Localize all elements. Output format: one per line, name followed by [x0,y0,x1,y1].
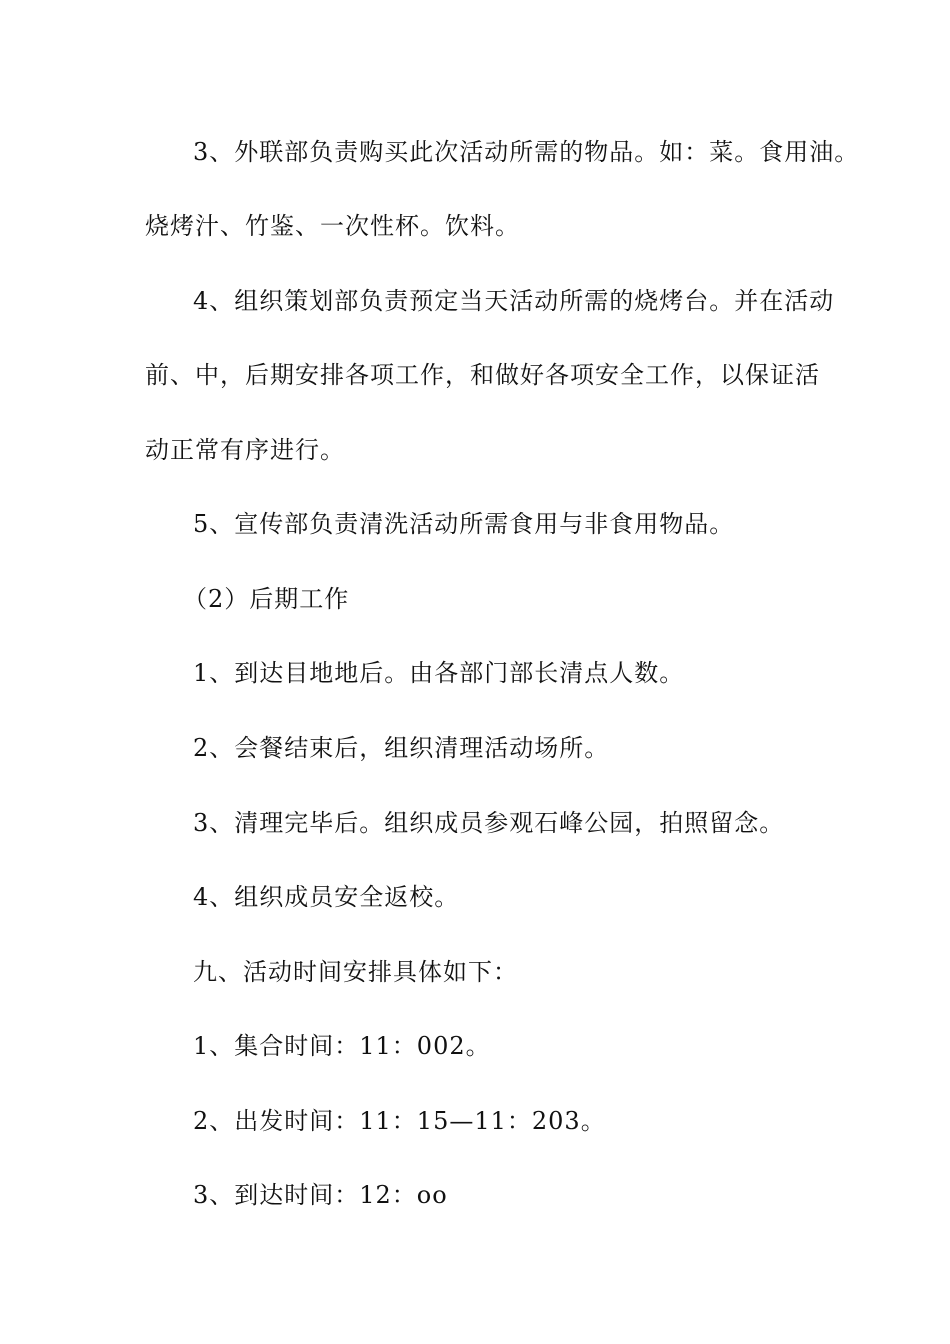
paragraph-line-item-3-cont: 烧烤汁、竹鉴、一次性杯。饮料。 [145,212,520,240]
section-heading-later-work: （2）后期工作 [183,585,350,613]
list-item-arrival: 1、到达目地地后。由各部门部长清点人数。 [193,659,685,687]
section-heading-schedule: 九、活动时间安排具体如下： [193,958,518,986]
list-item-cleanup: 2、会餐结束后，组织清理活动场所。 [193,734,610,762]
list-item-return: 4、组织成员安全返校。 [193,883,460,911]
paragraph-line-item-4-cont-2: 动正常有序进行。 [145,436,345,464]
paragraph-line-item-4-planning: 4、组织策划部负责预定当天活动所需的烧烤台。并在活动 [193,287,835,315]
schedule-item-departure-time: 2、出发时间：11：15—11：203。 [193,1107,606,1135]
schedule-item-arrival-time: 3、到达时间：12：oo [193,1181,448,1209]
list-item-park-visit: 3、清理完毕后。组织成员参观石峰公园，拍照留念。 [193,809,785,837]
paragraph-line-item-4-cont-1: 前、中，后期安排各项工作，和做好各项安全工作，以保证活 [145,361,820,389]
paragraph-line-item-3-purchase: 3、外联部负责购买此次活动所需的物品。如：菜。食用油。 [193,138,860,166]
schedule-item-assembly-time: 1、集合时间：11：002。 [193,1032,491,1060]
paragraph-line-item-5-publicity: 5、宣传部负责清洗活动所需食用与非食用物品。 [193,510,735,538]
